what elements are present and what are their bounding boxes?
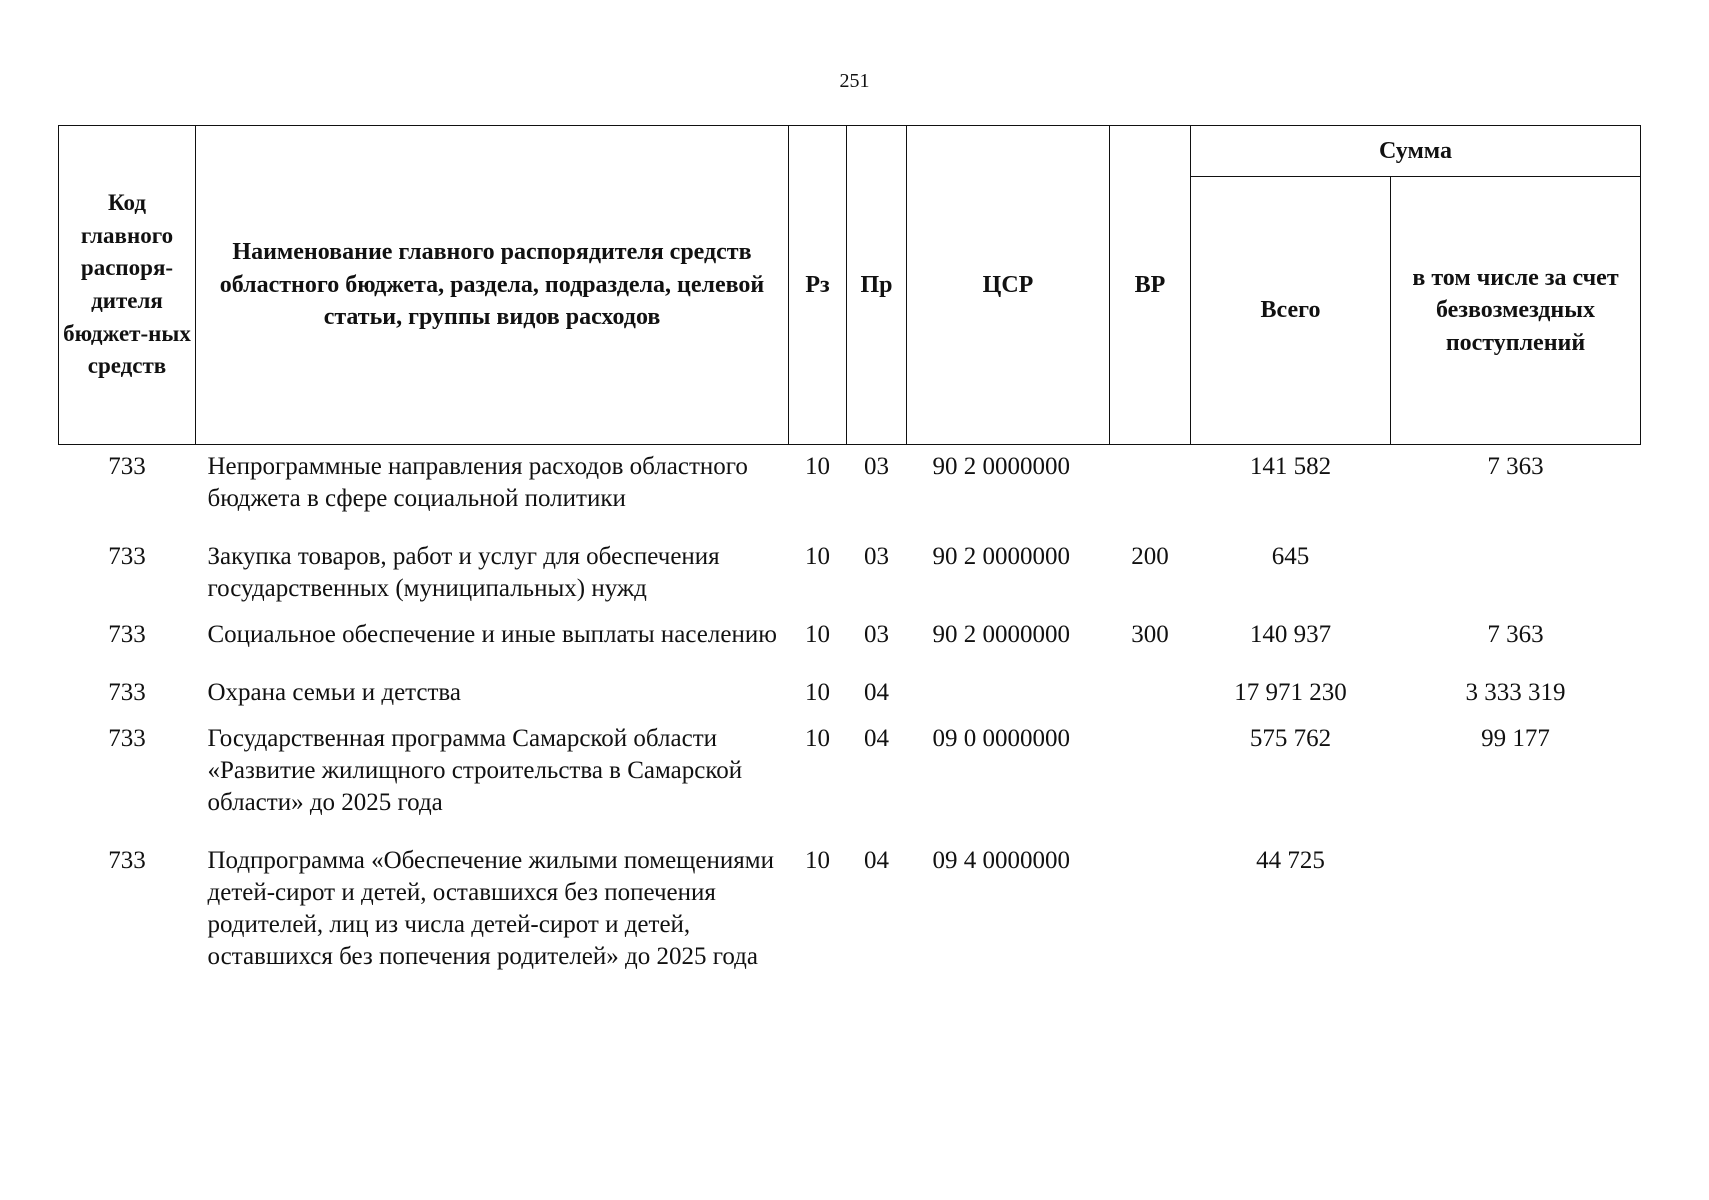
cell-total: 141 582 [1249,453,1332,480]
cell-rz: 10 [805,847,830,874]
cell-rz: 10 [805,543,830,570]
page-number: 251 [839,70,870,92]
cell-pr: 03 [864,621,889,648]
cell-csr: 90 2 0000000 [932,621,1070,648]
table-row [59,671,1641,717]
cell-code: 733 [108,679,146,706]
table-body [59,445,1641,982]
cell-name: Государственная программа Самарской области «Развитие жилищного строительства в Самарской области» до 2025 года [207,725,743,816]
cell-vr: 200 [1131,543,1169,570]
cell-csr: 09 4 0000000 [932,847,1070,874]
header-vr: ВР [1110,126,1191,445]
table-row [59,613,1641,671]
cell-pr: 04 [864,725,889,752]
cell-gratuitous [1391,839,1641,981]
cell-code: 733 [108,847,146,874]
header-pr: Пр [847,126,907,445]
budget-table [58,125,1641,981]
cell-gratuitous: 7 363 [1487,621,1544,648]
header-csr: ЦСР [907,126,1110,445]
cell-csr: 90 2 0000000 [932,543,1070,570]
cell-total: 575 762 [1249,725,1332,752]
table-row [59,445,1641,536]
cell-gratuitous: 7 363 [1487,453,1544,480]
cell-vr [1110,717,1191,839]
table-header [59,126,1641,445]
cell-vr [1110,445,1191,536]
cell-pr: 04 [864,679,889,706]
header-name: Наименование главного распорядителя средств областного бюджета, раздела, подраздела, целевой статьи, группы видов расходов [196,126,789,445]
header-rz: Рз [789,126,847,445]
cell-total: 44 725 [1256,847,1325,874]
cell-csr: 90 2 0000000 [932,453,1070,480]
table-row [59,717,1641,839]
cell-pr: 04 [864,847,889,874]
cell-rz: 10 [805,679,830,706]
cell-gratuitous: 99 177 [1481,725,1550,752]
cell-name: Непрограммные направления расходов областного бюджета в сфере социальной политики [207,453,748,512]
cell-vr [1110,671,1191,717]
cell-rz: 10 [805,621,830,648]
header-code: Код главного распоря-дителя бюджет-ных средств [59,126,196,445]
cell-code: 733 [108,621,146,648]
header-gratuitous: в том числе за счет безвозмездных поступлений [1391,177,1641,445]
cell-total: 645 [1271,543,1310,570]
cell-rz: 10 [805,725,830,752]
cell-vr [1110,839,1191,981]
cell-vr: 300 [1131,621,1169,648]
cell-pr: 03 [864,543,889,570]
cell-code: 733 [108,453,146,480]
cell-code: 733 [108,725,146,752]
cell-total: 17 971 230 [1234,679,1347,706]
cell-gratuitous [1391,535,1641,613]
table-row [59,535,1641,613]
cell-csr [907,671,1110,717]
cell-rz: 10 [805,453,830,480]
cell-gratuitous: 3 333 319 [1465,679,1566,706]
header-sum-group: Сумма [1191,126,1641,177]
cell-code: 733 [108,543,146,570]
cell-name: Закупка товаров, работ и услуг для обеспечения государственных (муниципальных) нужд [207,543,720,602]
cell-csr: 09 0 0000000 [932,725,1070,752]
table-row [59,839,1641,981]
cell-pr: 03 [864,453,889,480]
header-total: Всего [1191,177,1391,445]
cell-total: 140 937 [1249,621,1332,648]
cell-name: Социальное обеспечение и иные выплаты населению [207,621,777,648]
cell-name: Охрана семьи и детства [207,679,461,706]
cell-name: Подпрограмма «Обеспечение жилыми помещениями детей-сирот и детей, оставшихся без попечения родителей, лиц из числа детей-сирот и детей, оставшихся без попечения родителей» до 2025 года [207,847,774,970]
